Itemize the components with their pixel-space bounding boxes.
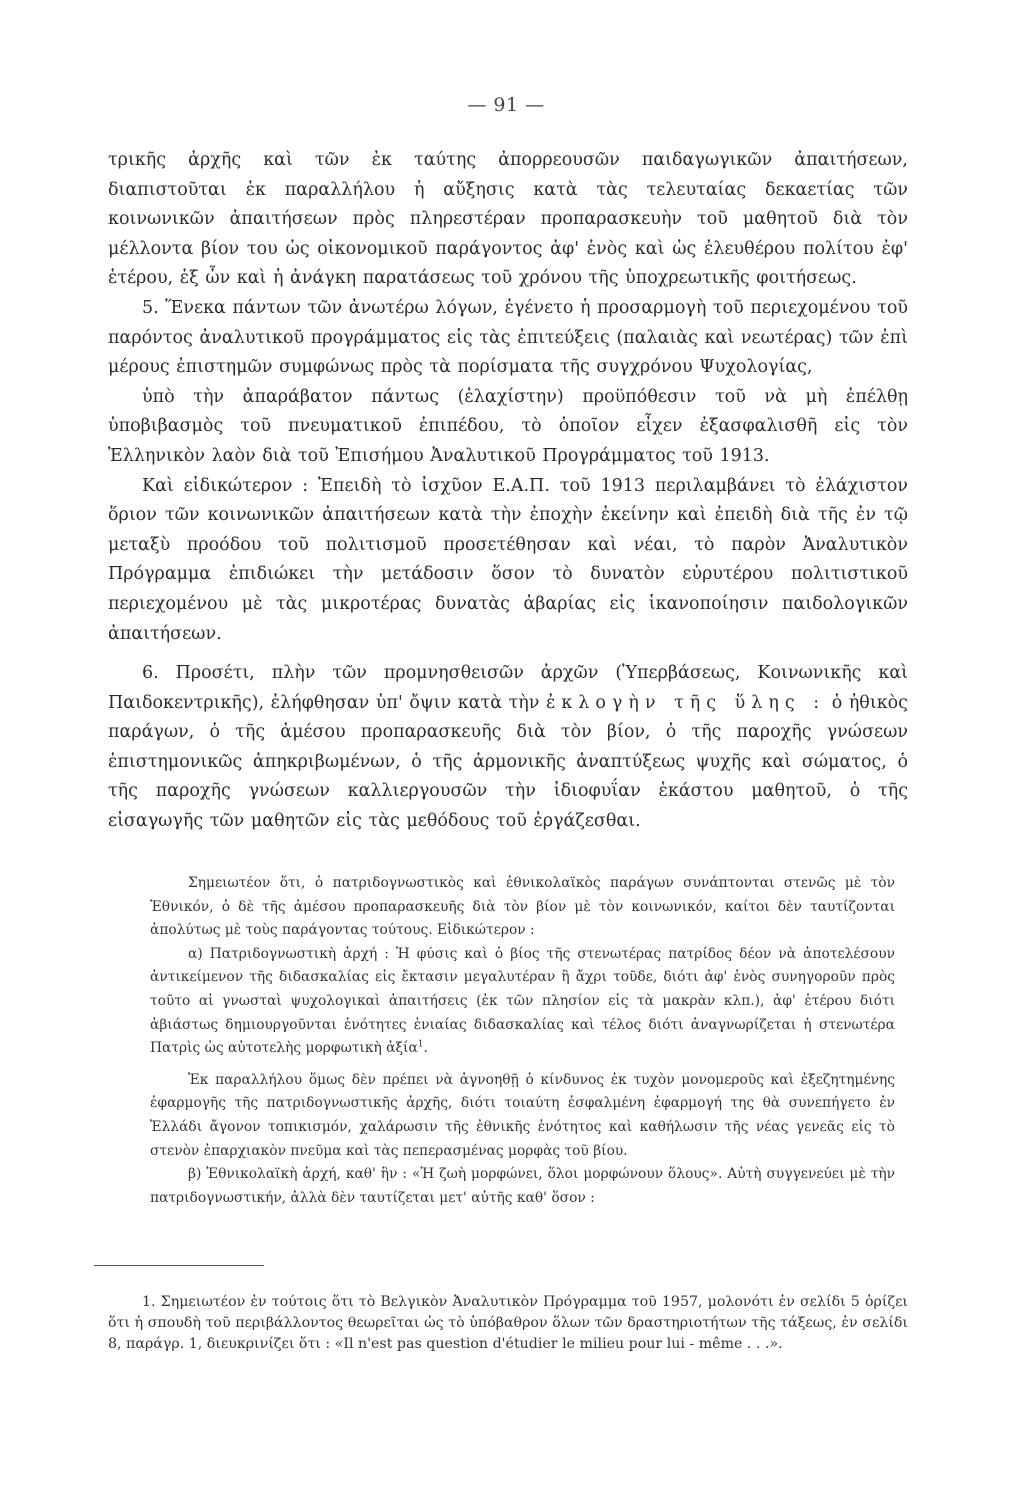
paragraph-6-end: ὁ ἠθικὸς παράγων, ὁ τῆς ἀμέσου προπαρασκευῆς διὰ τὸν βίον, ὁ τῆς παροχῆς γνώσεων ἐπιστημονικῶς ἀπηκριβωμένων, ὁ τῆς ἁρμονικῆς ἀναπτύξεως ψυχῆς καὶ σώματος, ὁ τῆς παροχῆς γνώσεων καλλιεργουσῶν τὴν ἰδιοφυΐαν ἑκάστου μαθητοῦ, ὁ τῆς εἰσαγωγῆς τῶν μαθητῶν εἰς τὰς μεθόδους τοῦ ἐργάζεσθαι. bbox=[108, 692, 908, 832]
paragraph-5: 5. Ἕνεκα πάντων τῶν ἀνωτέρω λόγων, ἐγένετο ἡ προσαρμογὴ τοῦ περιεχομένου τοῦ παρόντος ἀναλυτικοῦ προγράμματος εἰς τὰς ἐπιτεύξεις (παλαιὰς καὶ νεωτέρας) τῶν ἐπὶ μέρους ἐπιστημῶν συμφώνως πρὸς τὰ πορίσματα τῆς συγχρόνου Ψυχολογίας, bbox=[108, 297, 908, 378]
note-paragraph-a-text: α) Πατριδογνωστικὴ ἀρχή : Ἡ φύσις καὶ ὁ βίος τῆς στενωτέρας πατρίδος δέον νὰ ἀποτελέσουν ἀντικείμενον τῆς διδασκαλίας εἰς ἔκτασιν μεγαλυτέραν ἢ ἄχρι τοῦδε, διότι ἀφ' ἑνὸς συνηγοροῦν πρὸς τοῦτο αἱ γνωσταὶ ψυχολογικαὶ ἀπαιτήσεις (ἐκ τῶν πλησίον εἰς τὰ μακρὰν κλπ.), ἀφ' ἑτέρου διότι ἀβιάστως δημιουργοῦνται ἑνότητες ἑνιαίας διδασκαλίας καὶ τέλος διότι ἀναγνωρίζεται ἡ στενωτέρα Πατρὶς ὡς αὐτοτελὴς μορφωτικὴ ἀξία bbox=[150, 945, 895, 1057]
footnote bbox=[108, 1292, 908, 1354]
note-paragraph-a bbox=[150, 943, 895, 1061]
paragraph-intro: τρικῆς ἀρχῆς καὶ τῶν ἐκ ταύτης ἀπορρεουσῶν παιδαγωγικῶν ἀπαιτήσεων, διαπιστοῦται ἐκ παραλλήλου ἡ αὔξησις κατὰ τὰς τελευταίας δεκαετίας τῶν κοινωνικῶν ἀπαιτήσεων πρὸς πληρεστέραν προπαρασκευὴν τοῦ μαθητοῦ διὰ τὸν μέλλοντα βίον του ὡς οἰκονομικοῦ παράγοντος ἀφ' ἑνὸς καὶ ὡς ἐλευθέρου πολίτου ἐφ' ἑτέρου, ἐξ ὧν καὶ ἡ ἀνάγκη παρατάσεως τοῦ χρόνου τῆς ὑποχρεωτικῆς φοιτήσεως. bbox=[108, 150, 908, 289]
note-paragraph-a-end: . bbox=[423, 1040, 428, 1057]
note-block bbox=[150, 872, 895, 1210]
paragraph-6 bbox=[108, 659, 908, 837]
note-paragraph-caution: Ἐκ παραλλήλου ὅμως δὲν πρέπει νὰ ἀγνοηθῇ ὁ κίνδυνος ἐκ τυχὸν μονομεροῦς καὶ ἐξεζητημένης ἐφαρμογῆς τῆς πατριδογνωστικῆς ἀρχῆς, διότι τοιαύτη ἐσφαλμένη ἐφαρμογή της θὰ συνεπήγετο ἐν Ἑλλάδι ἄγονον τοπικισμόν, χαλάρωσιν τῆς ἐθνικῆς ἑνότητος καὶ καθήλωσιν τῆς νέας γενεᾶς εἰς τὸ στενὸν ἐπαρχιακὸν πνεῦμα καὶ τὰς πεπερασμένας μορφὰς τοῦ βίου. bbox=[150, 1071, 895, 1159]
footnote-text: 1. Σημειωτέον ἐν τούτοις ὅτι τὸ Βελγικὸν Ἀναλυτικὸν Πρόγραμμα τοῦ 1957, μολονότι ἐν σελίδι 5 ὁρίζει ὅτι ἡ σπουδὴ τοῦ περιβάλλοντος θεωρεῖται ὡς τὸ ὑπόβαθρον ὅλων τῶν δραστηριοτήτων τῆς τάξεως, ἐν σελίδι 8, παράγρ. 1, διευκρινίζει ὅτι : «Il n'est pas question d'étudier le milieu pour lui - même . . .». bbox=[108, 1294, 908, 1352]
paragraph-6-spaced-phrase: ἐκλογὴν τῆς ὕλης : bbox=[545, 692, 826, 713]
page-number: — 91 — bbox=[467, 94, 545, 116]
footnote-reference: 1 bbox=[417, 1039, 424, 1050]
main-text bbox=[108, 146, 908, 837]
paragraph-6-start: 6. Προσέτι, πλὴν τῶν προμνησθεισῶν ἀρχῶν (Ὑπερβάσεως, Κοινωνικῆς καὶ Παιδοκεντρικῆς), ἐλήφθησαν ὑπ' ὄψιν κατὰ τὴν bbox=[108, 663, 908, 713]
paragraph-5-specifically: Καὶ εἰδικώτερον : Ἐπειδὴ τὸ ἰσχῦον Ε.Α.Π. τοῦ 1913 περιλαμβάνει τὸ ἐλάχιστον ὅριον τῶν κοινωνικῶν ἀπαιτήσεων κατὰ τὴν ἐποχὴν ἐκείνην καὶ ἐπειδὴ διὰ τῆς ἐν τῷ μεταξὺ προόδου τοῦ πολιτισμοῦ προσετέθησαν καὶ νέαι, τὸ παρὸν Ἀναλυτικὸν Πρόγραμμα ἐπιδιώκει τὴν μετάδοσιν ὅσον τὸ δυνατὸν εὐρυτέρου πολιτιστικοῦ περιεχομένου μὲ τὰς μικροτέρας δυνατὰς ἀβαρίας εἰς ἱκανοποίησιν παιδολογικῶν ἀπαιτήσεων. bbox=[108, 475, 908, 644]
note-paragraph-intro: Σημειωτέον ὅτι, ὁ πατριδογνωστικὸς καὶ ἐθνικολαϊκὸς παράγων συνάπτονται στενῶς μὲ τὸν Ἐθνικόν, ὁ δὲ τῆς ἀμέσου προπαρασκευῆς διὰ τὸν βίον μὲ τὸν κοινωνικόν, καίτοι δὲν ταυτίζονται ἀπολύτως μὲ τοὺς παράγοντας τούτους. Εἰδικώτερον : bbox=[150, 875, 895, 939]
note-paragraph-b: β) Ἐθνικολαϊκὴ ἀρχή, καθ' ἣν : «Ἡ ζωὴ μορφώνει, ὅλοι μορφώνουν ὅλους». Αὐτὴ συγγενεύει μὲ τὴν πατριδογνωστικήν, ἀλλὰ δὲν ταυτίζεται μετ' αὐτῆς καθ' ὅσον : bbox=[150, 1166, 895, 1206]
paragraph-5-condition: ὑπὸ τὴν ἀπαράβατον πάντως (ἐλαχίστην) προϋπόθεσιν τοῦ νὰ μὴ ἐπέλθῃ ὑποβιβασμὸς τοῦ πνευματικοῦ ἐπιπέδου, τὸ ὁποῖον εἶχεν ἐξασφαλισθῆ εἰς τὸν Ἑλληνικὸν λαὸν διὰ τοῦ Ἐπισήμου Ἀναλυτικοῦ Προγράμματος τοῦ 1913. bbox=[108, 386, 908, 466]
footnote-separator bbox=[94, 1265, 264, 1266]
